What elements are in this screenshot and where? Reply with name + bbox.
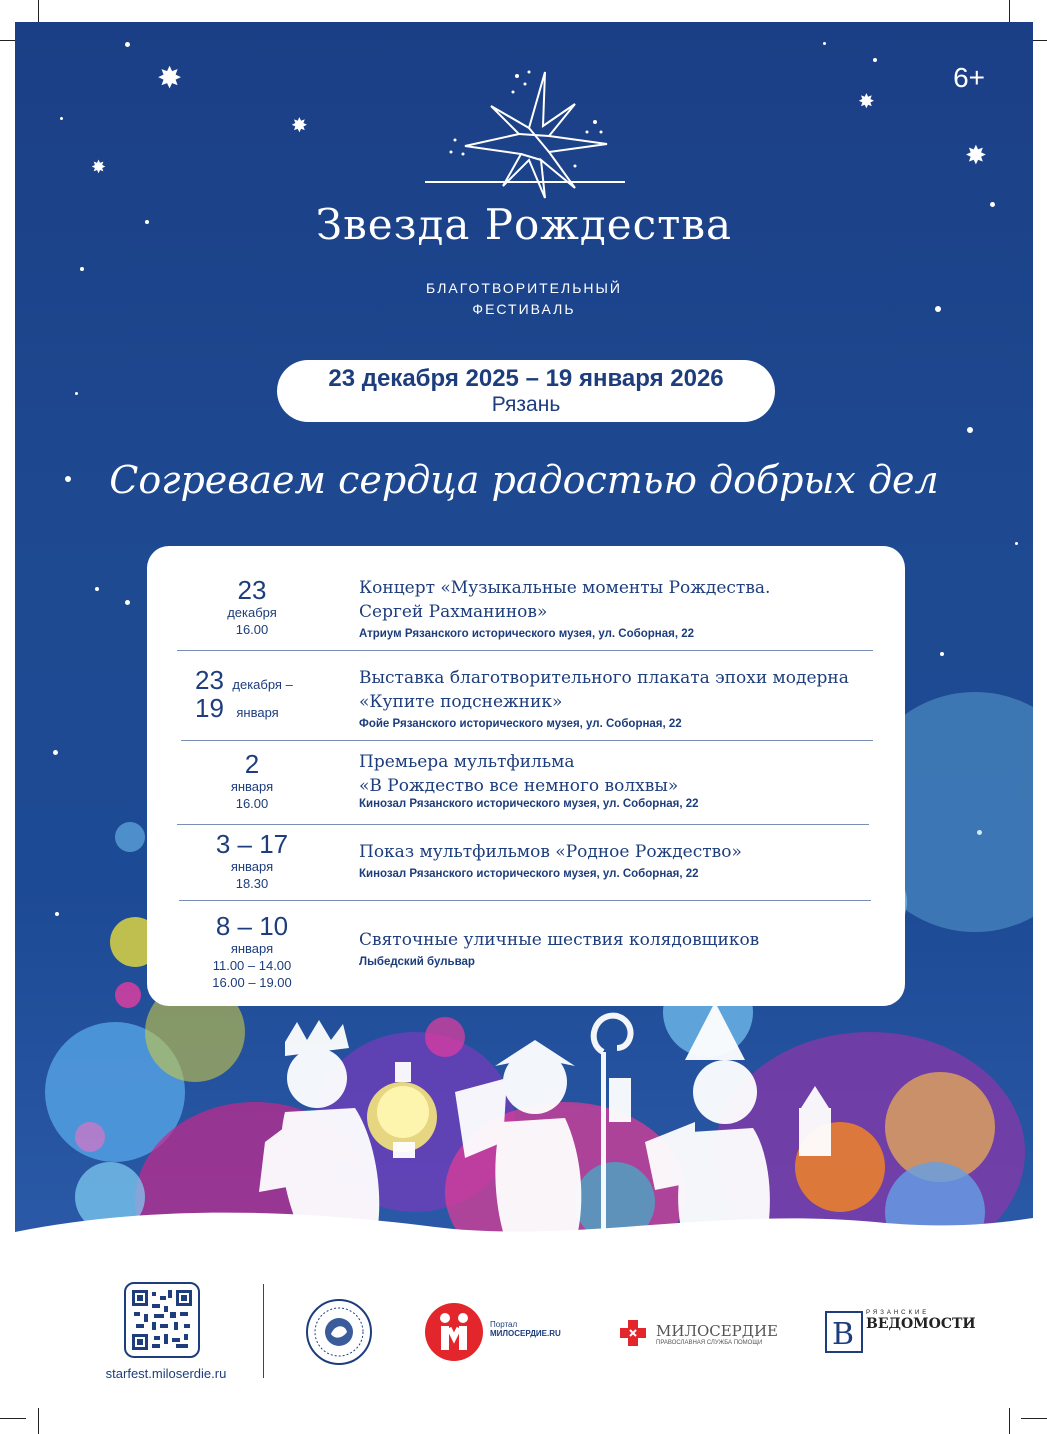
event-date-from — [195, 666, 345, 694]
sparkle-icon: ✸ — [291, 115, 308, 137]
portal-label — [490, 1320, 561, 1338]
portal-label-name: МИЛОСЕРДИЕ.RU — [490, 1329, 561, 1338]
event-time: 11.00 – 14.00 — [212, 958, 292, 973]
website-link[interactable]: starfest.miloserdie.ru — [105, 1366, 227, 1381]
bokeh-circle — [75, 1122, 105, 1152]
star-dot — [95, 587, 99, 591]
star-dot — [967, 427, 973, 433]
vedomosti-name: ВЕДОМОСТИ — [866, 1316, 976, 1332]
event-day: 19 — [195, 693, 224, 723]
event-info — [359, 666, 885, 730]
event-place: Лыбедский бульвар — [359, 956, 475, 968]
portal-label-top: Портал — [490, 1320, 518, 1329]
event-place: Кинозал Рязанского исторического музея, ул. Соборная, 22 — [359, 868, 699, 880]
event-month: января — [230, 779, 274, 794]
row-divider — [177, 650, 873, 651]
event-time: 18.30 — [235, 876, 269, 891]
crop-mark — [1021, 1418, 1047, 1419]
crop-mark — [1009, 1408, 1010, 1434]
star-dot — [940, 652, 944, 656]
row-divider — [181, 740, 873, 741]
event-month: января — [236, 705, 279, 720]
event-title: Показ мультфильмов «Родное Рождество» — [359, 842, 742, 862]
festival-subtitle — [15, 278, 1033, 320]
star-dot — [60, 117, 63, 120]
miloserdie-name: МИЛОСЕРДИЕ — [656, 1322, 778, 1340]
event-day: 3 – 17 — [215, 829, 289, 859]
event-title: Святочные уличные шествия колядовщиков — [359, 930, 760, 950]
bokeh-circle — [115, 982, 141, 1008]
event-title: Сергей Рахманинов» — [359, 602, 548, 622]
event-month: декабря — [227, 605, 277, 620]
miloserdie-label — [656, 1322, 778, 1346]
subtitle-line: ФЕСТИВАЛЬ — [472, 301, 576, 317]
star-logo-icon — [425, 70, 625, 210]
red-cross-icon — [618, 1318, 648, 1348]
event-title: Премьера мультфильма — [359, 752, 575, 772]
event-title: «Купите подснежник» — [359, 692, 563, 712]
age-rating: 6+ — [953, 62, 985, 93]
star-dot — [55, 912, 59, 916]
crop-mark — [38, 1408, 39, 1434]
event-month: января — [230, 859, 274, 874]
vedomosti-logo-icon — [824, 1310, 864, 1354]
event-time: 16.00 – 19.00 — [212, 975, 292, 990]
event-date — [177, 750, 327, 812]
star-dot — [53, 750, 58, 755]
qr-pattern-icon — [132, 1290, 192, 1350]
event-day: 23 — [195, 665, 224, 695]
star-dot — [125, 42, 130, 47]
poster — [15, 22, 1033, 1262]
subtitle-line: БЛАГОТВОРИТЕЛЬНЫЙ — [426, 280, 622, 296]
event-day: 2 — [244, 749, 260, 779]
star-dot — [80, 267, 84, 271]
event-day: 23 — [237, 575, 267, 605]
event-info — [359, 928, 885, 968]
sparkle-icon: ✸ — [858, 91, 875, 113]
star-dot — [823, 42, 826, 45]
footer-divider — [263, 1284, 264, 1378]
row-divider — [177, 824, 869, 825]
festival-title: Звезда Рождества — [315, 200, 733, 249]
star-dot — [75, 392, 78, 395]
vedomosti-label — [866, 1310, 976, 1332]
city: Рязань — [491, 393, 561, 416]
portal-miloserdie-logo-icon — [424, 1302, 484, 1362]
event-info — [359, 750, 885, 810]
event-place: Фойе Рязанского исторического музея, ул. Соборная, 22 — [359, 718, 682, 730]
star-dot — [1015, 542, 1018, 545]
carolers-illustration — [245, 982, 865, 1252]
event-title: Выставка благотворительного плаката эпохи модерна — [359, 668, 849, 688]
miloserdie-sub: ПРАВОСЛАВНАЯ СЛУЖБА ПОМОЩИ — [656, 1340, 763, 1346]
event-time: 16.00 — [235, 796, 269, 811]
sparkle-icon: ✸ — [91, 157, 107, 177]
event-info — [359, 840, 885, 880]
event-month: января — [230, 941, 274, 956]
star-dot — [125, 600, 130, 605]
event-title: Концерт «Музыкальные моменты Рождества. — [359, 578, 771, 598]
date-range-box — [277, 360, 775, 422]
event-info — [359, 576, 885, 640]
events-card — [147, 546, 905, 1006]
date-range: 23 декабря 2025 – 19 января 2026 — [328, 365, 724, 392]
event-place: Атриум Рязанского исторического музея, ул. Соборная, 22 — [359, 628, 695, 640]
event-date — [177, 830, 327, 892]
bokeh-circle — [115, 822, 145, 852]
slogan: Согреваем сердца радостью добрых дел — [109, 458, 939, 502]
event-title: «В Рождество все немного волхвы» — [359, 776, 679, 796]
row-divider — [179, 900, 871, 901]
event-time: 16.00 — [235, 622, 269, 637]
svg-text:B: B — [832, 1317, 855, 1352]
event-date-to — [195, 694, 345, 722]
sparkle-icon: ✸ — [965, 140, 987, 170]
qr-code[interactable] — [124, 1282, 200, 1358]
event-date — [195, 666, 345, 722]
sparkle-icon: ✸ — [157, 62, 183, 95]
event-month: декабря – — [232, 677, 293, 692]
event-place: Кинозал Рязанского исторического музея, ул. Соборная, 22 — [359, 798, 699, 810]
crop-mark — [0, 1418, 26, 1419]
vedomosti-top: РЯЗАНСКИЕ — [866, 1310, 930, 1316]
event-day: 8 – 10 — [215, 911, 289, 941]
event-date — [177, 912, 327, 991]
star-dot — [873, 58, 877, 62]
event-date — [177, 576, 327, 638]
museum-seal-logo — [305, 1298, 373, 1366]
